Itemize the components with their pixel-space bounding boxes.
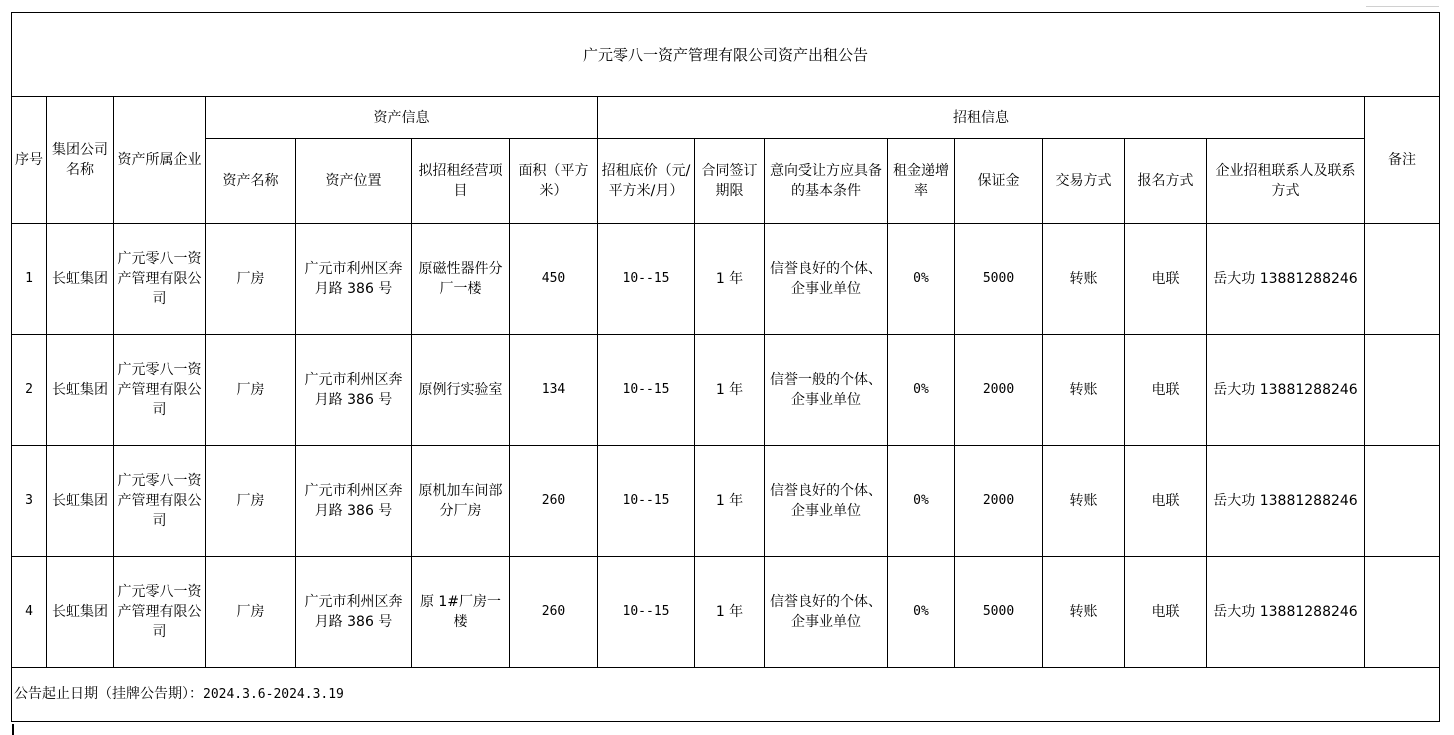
text-cursor xyxy=(12,724,14,735)
cell-project: 原磁性器件分厂一楼 xyxy=(412,224,510,335)
header-enterprise: 资产所属企业 xyxy=(114,97,206,224)
table-row xyxy=(12,335,1440,446)
cell-rent-increase: 0% xyxy=(888,446,955,557)
cell-base-price: 10--15 xyxy=(598,224,695,335)
cell-contact: 岳大功 13881288246 xyxy=(1207,557,1365,668)
cell-seq: 3 xyxy=(12,446,47,557)
cell-seq: 4 xyxy=(12,557,47,668)
header-trade-method: 交易方式 xyxy=(1043,139,1125,224)
cell-deposit: 5000 xyxy=(955,557,1043,668)
page-title: 广元零八一资产管理有限公司资产出租公告 xyxy=(12,13,1440,97)
cell-group-name: 长虹集团 xyxy=(47,224,114,335)
header-contact: 企业招租联系人及联系方式 xyxy=(1207,139,1365,224)
cell-contract-term: 1 年 xyxy=(695,335,765,446)
cell-trade-method: 转账 xyxy=(1043,557,1125,668)
header-signup-method: 报名方式 xyxy=(1125,139,1207,224)
cell-contract-term: 1 年 xyxy=(695,557,765,668)
cell-enterprise: 广元零八一资产管理有限公司 xyxy=(114,335,206,446)
cell-signup-method: 电联 xyxy=(1125,446,1207,557)
cell-conditions: 信誉良好的个体、企事业单位 xyxy=(765,557,888,668)
cell-contract-term: 1 年 xyxy=(695,224,765,335)
cell-group-name: 长虹集团 xyxy=(47,335,114,446)
cell-base-price: 10--15 xyxy=(598,335,695,446)
header-rent-increase: 租金递增率 xyxy=(888,139,955,224)
announcement-period-dates: 2024.3.6-2024.3.19 xyxy=(203,687,344,702)
header-group-name: 集团公司名称 xyxy=(47,97,114,224)
lease-table xyxy=(11,12,1440,722)
cell-conditions: 信誉良好的个体、企事业单位 xyxy=(765,224,888,335)
cell-contact: 岳大功 13881288246 xyxy=(1207,224,1365,335)
cell-asset-location: 广元市利州区奔月路 386 号 xyxy=(296,335,412,446)
cell-project: 原 1#厂房一楼 xyxy=(412,557,510,668)
table-row xyxy=(12,557,1440,668)
cell-seq: 1 xyxy=(12,224,47,335)
cell-trade-method: 转账 xyxy=(1043,446,1125,557)
cell-deposit: 2000 xyxy=(955,335,1043,446)
cell-remarks xyxy=(1365,224,1440,335)
cell-contract-term: 1 年 xyxy=(695,446,765,557)
cell-enterprise: 广元零八一资产管理有限公司 xyxy=(114,224,206,335)
cell-asset-location: 广元市利州区奔月路 386 号 xyxy=(296,557,412,668)
cell-deposit: 5000 xyxy=(955,224,1043,335)
cell-contact: 岳大功 13881288246 xyxy=(1207,335,1365,446)
cell-remarks xyxy=(1365,335,1440,446)
cell-asset-name: 厂房 xyxy=(206,224,296,335)
table-row xyxy=(12,224,1440,335)
cell-trade-method: 转账 xyxy=(1043,335,1125,446)
cell-deposit: 2000 xyxy=(955,446,1043,557)
header-asset-name: 资产名称 xyxy=(206,139,296,224)
header-area: 面积（平方米） xyxy=(510,139,598,224)
cell-area: 450 xyxy=(510,224,598,335)
header-contract-term: 合同签订期限 xyxy=(695,139,765,224)
cell-asset-name: 厂房 xyxy=(206,335,296,446)
cell-remarks xyxy=(1365,446,1440,557)
header-conditions: 意向受让方应具备的基本条件 xyxy=(765,139,888,224)
cell-rent-increase: 0% xyxy=(888,335,955,446)
cell-conditions: 信誉一般的个体、企事业单位 xyxy=(765,335,888,446)
header-project: 拟招租经营项目 xyxy=(412,139,510,224)
cell-area: 260 xyxy=(510,557,598,668)
cell-signup-method: 电联 xyxy=(1125,557,1207,668)
cell-seq: 2 xyxy=(12,335,47,446)
header-deposit: 保证金 xyxy=(955,139,1043,224)
cell-area: 260 xyxy=(510,446,598,557)
cell-trade-method: 转账 xyxy=(1043,224,1125,335)
header-seq: 序号 xyxy=(12,97,47,224)
cell-enterprise: 广元零八一资产管理有限公司 xyxy=(114,557,206,668)
top-edge-line xyxy=(1366,6,1439,7)
cell-area: 134 xyxy=(510,335,598,446)
cell-asset-location: 广元市利州区奔月路 386 号 xyxy=(296,224,412,335)
announcement-period xyxy=(12,668,1440,722)
cell-rent-increase: 0% xyxy=(888,557,955,668)
header-asset-location: 资产位置 xyxy=(296,139,412,224)
announcement-sheet xyxy=(11,12,1439,723)
header-asset-info: 资产信息 xyxy=(206,97,598,139)
cell-base-price: 10--15 xyxy=(598,446,695,557)
cell-asset-location: 广元市利州区奔月路 386 号 xyxy=(296,446,412,557)
cell-asset-name: 厂房 xyxy=(206,557,296,668)
header-lease-info: 招租信息 xyxy=(598,97,1365,139)
header-remarks: 备注 xyxy=(1365,97,1440,224)
cell-project: 原例行实验室 xyxy=(412,335,510,446)
cell-base-price: 10--15 xyxy=(598,557,695,668)
cell-conditions: 信誉良好的个体、企事业单位 xyxy=(765,446,888,557)
cell-enterprise: 广元零八一资产管理有限公司 xyxy=(114,446,206,557)
cell-project: 原机加车间部分厂房 xyxy=(412,446,510,557)
cell-signup-method: 电联 xyxy=(1125,335,1207,446)
cell-group-name: 长虹集团 xyxy=(47,557,114,668)
cell-asset-name: 厂房 xyxy=(206,446,296,557)
header-base-price: 招租底价（元/平方米/月） xyxy=(598,139,695,224)
cell-remarks xyxy=(1365,557,1440,668)
cell-group-name: 长虹集团 xyxy=(47,446,114,557)
table-row xyxy=(12,446,1440,557)
announcement-period-label: 公告起止日期（挂牌公告期）： xyxy=(14,686,203,702)
cell-contact: 岳大功 13881288246 xyxy=(1207,446,1365,557)
cell-rent-increase: 0% xyxy=(888,224,955,335)
cell-signup-method: 电联 xyxy=(1125,224,1207,335)
